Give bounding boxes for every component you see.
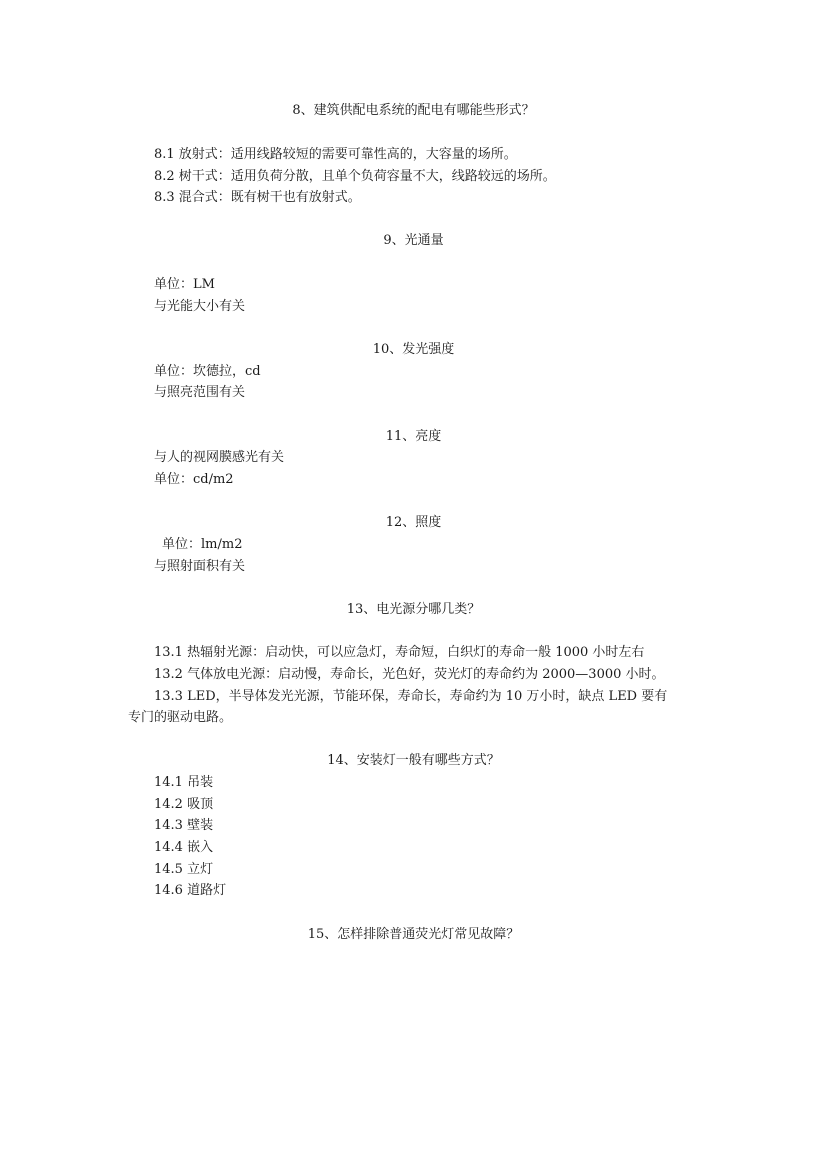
section-12-item-2: 与照射面积有关 [154, 559, 246, 574]
section-13-heading: 13、电光源分哪几类？ [346, 602, 481, 617]
section-14-item-6: 14.6 道路灯 [154, 883, 227, 898]
section-12-heading: 12、照度 [385, 515, 442, 530]
section-9-item-1: 单位：LM [154, 277, 215, 292]
section-10-heading: 10、发光强度 [372, 342, 455, 357]
section-14-item-2: 14.2 吸顶 [154, 797, 214, 812]
section-14-heading: 14、安装灯一般有哪些方式？ [327, 753, 500, 768]
section-8-item-1: 8.1 放射式：适用线路较短的需要可靠性高的，大容量的场所。 [154, 147, 517, 162]
section-15-heading: 15、怎样排除普通荧光灯常见故障？ [307, 927, 520, 942]
section-8-item-3: 8.3 混合式：既有树干也有放射式。 [154, 190, 361, 205]
section-11-item-1: 与人的视网膜感光有关 [154, 450, 285, 465]
section-14-item-5: 14.5 立灯 [154, 862, 214, 877]
section-13-item-1: 13.1 热辐射光源：启动快，可以应急灯，寿命短，白织灯的寿命一般 1000 小时左右 [154, 645, 645, 660]
section-12-item-1: 单位：lm/m2 [162, 537, 243, 552]
section-11-heading: 11、亮度 [385, 429, 442, 444]
section-9-heading: 9、光通量 [383, 233, 444, 248]
section-9-item-2: 与光能大小有关 [154, 299, 246, 314]
section-11-item-2: 单位：cd/m2 [154, 472, 234, 487]
section-10-item-1: 单位：坎德拉，cd [154, 364, 261, 379]
section-14-item-4: 14.4 嵌入 [154, 840, 214, 855]
section-13-item-2: 13.2 气体放电光源：启动慢，寿命长，光色好，荧光灯的寿命约为 2000—3000 小时。 [154, 667, 665, 682]
section-8-item-2: 8.2 树干式：适用负荷分散，且单个负荷容量不大，线路较远的场所。 [154, 169, 556, 184]
section-8-heading: 8、建筑供配电系统的配电有哪能些形式？ [292, 103, 535, 118]
section-13-item-3-cont: 专门的驱动电路。 [128, 710, 233, 725]
section-14-item-3: 14.3 壁装 [154, 818, 214, 833]
section-13-item-3: 13.3 LED，半导体发光光源，节能环保，寿命长，寿命约为 10 万小时，缺点 LED 要有 [154, 689, 668, 704]
section-10-item-2: 与照亮范围有关 [154, 385, 246, 400]
section-14-item-1: 14.1 吊装 [154, 775, 214, 790]
